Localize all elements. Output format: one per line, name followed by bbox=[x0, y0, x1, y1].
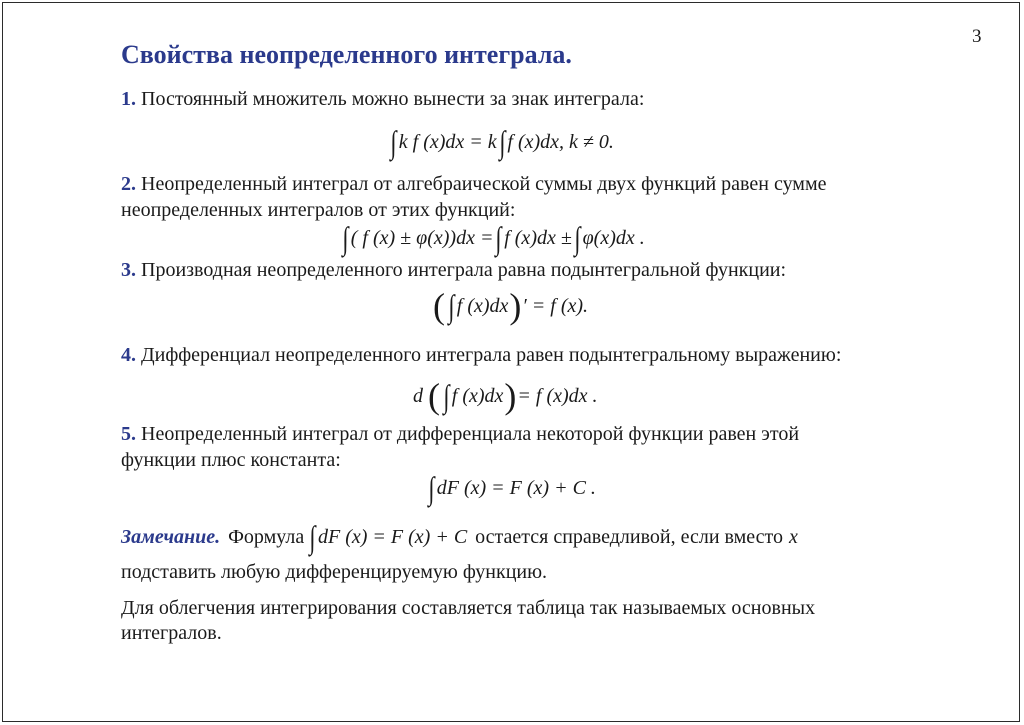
item-5-text-1: Неопределенный интеграл от дифференциала некоторой функции равен этой bbox=[141, 423, 800, 445]
closing-line-1 bbox=[121, 597, 815, 620]
integral-sign: ∫ bbox=[309, 519, 316, 555]
left-paren: ( bbox=[433, 286, 445, 326]
item-4-line-1 bbox=[121, 344, 841, 367]
item-5-line-2 bbox=[121, 449, 341, 472]
formula-1-part-b: f (x)dx, k ≠ 0. bbox=[507, 130, 614, 153]
formula-2-part-c: φ(x)dx . bbox=[582, 226, 645, 249]
closing-line-2 bbox=[121, 622, 222, 645]
formula-5-text: dF (x) = F (x) + C . bbox=[436, 476, 596, 499]
formula-2-part-a: ( f (x) ± φ(x))dx = bbox=[350, 226, 494, 249]
formula-2-part-b: f (x)dx ± bbox=[504, 226, 572, 249]
note-text-2: подставить любую дифференцируемую функцию. bbox=[121, 561, 548, 583]
note-after-formula: остается справедливой, если вместо bbox=[475, 525, 784, 548]
note-label: Замечание. bbox=[121, 525, 221, 548]
formula-1 bbox=[388, 126, 614, 158]
item-4-text: Дифференциал неопределенного интеграла равен подынтегральному выражению: bbox=[141, 344, 842, 366]
item-2-line-2 bbox=[121, 199, 515, 222]
formula-4-part-b: = f (x)dx . bbox=[517, 384, 598, 407]
note-variable: x bbox=[789, 525, 798, 548]
item-5-line-1 bbox=[121, 423, 799, 446]
integral-sign: ∫ bbox=[495, 220, 502, 256]
integral-sign: ∫ bbox=[448, 288, 455, 324]
closing-text-1: Для облегчения интегрирования составляется таблица так называемых основных bbox=[121, 597, 816, 619]
formula-3-part-b: ′ = f (x). bbox=[522, 294, 589, 317]
item-3-number: 3. bbox=[121, 259, 136, 281]
note-before-formula: Формула bbox=[228, 525, 305, 548]
integral-sign: ∫ bbox=[390, 124, 397, 160]
item-1-number: 1. bbox=[121, 88, 136, 110]
left-paren: ( bbox=[428, 376, 440, 416]
item-4-number: 4. bbox=[121, 344, 136, 366]
item-3-line-1 bbox=[121, 259, 786, 282]
integral-sign: ∫ bbox=[443, 378, 450, 414]
note-formula: dF (x) = F (x) + C bbox=[318, 525, 468, 548]
integral-sign: ∫ bbox=[342, 220, 349, 256]
item-3-text: Производная неопределенного интеграла равна подынтегральной функции: bbox=[141, 259, 787, 281]
item-2-line-1 bbox=[121, 173, 827, 196]
page-title: Свойства неопределенного интеграла. bbox=[121, 40, 572, 69]
integral-sign: ∫ bbox=[428, 470, 435, 506]
formula-4-part-a: f (x)dx bbox=[451, 384, 504, 407]
integral-sign: ∫ bbox=[574, 220, 581, 256]
item-1-text: Постоянный множитель можно вынести за знак интеграла: bbox=[141, 88, 645, 110]
integral-sign: ∫ bbox=[498, 124, 506, 160]
formula-3 bbox=[432, 288, 588, 324]
item-5-number: 5. bbox=[121, 423, 136, 445]
item-1-line-1 bbox=[121, 88, 644, 111]
formula-4 bbox=[413, 378, 598, 414]
formula-1-part-a: k f (x)dx = k bbox=[398, 130, 497, 153]
formula-4-d: d bbox=[413, 384, 423, 407]
item-2-text-2: неопределенных интегралов от этих функций: bbox=[121, 199, 516, 221]
item-5-text-2: функции плюс константа: bbox=[121, 449, 341, 471]
formula-3-part-a: f (x)dx bbox=[456, 294, 509, 317]
note-line-2 bbox=[121, 561, 547, 584]
right-paren: ) bbox=[504, 376, 517, 416]
item-2-number: 2. bbox=[121, 173, 136, 195]
note-line-1 bbox=[121, 521, 798, 553]
closing-text-2: интегралов. bbox=[121, 622, 222, 644]
page-number: 3 bbox=[972, 26, 982, 47]
right-paren: ) bbox=[509, 286, 522, 326]
item-2-text-1: Неопределенный интеграл от алгебраической суммы двух функций равен сумме bbox=[141, 173, 827, 195]
formula-5 bbox=[426, 472, 596, 504]
formula-2 bbox=[340, 222, 645, 254]
